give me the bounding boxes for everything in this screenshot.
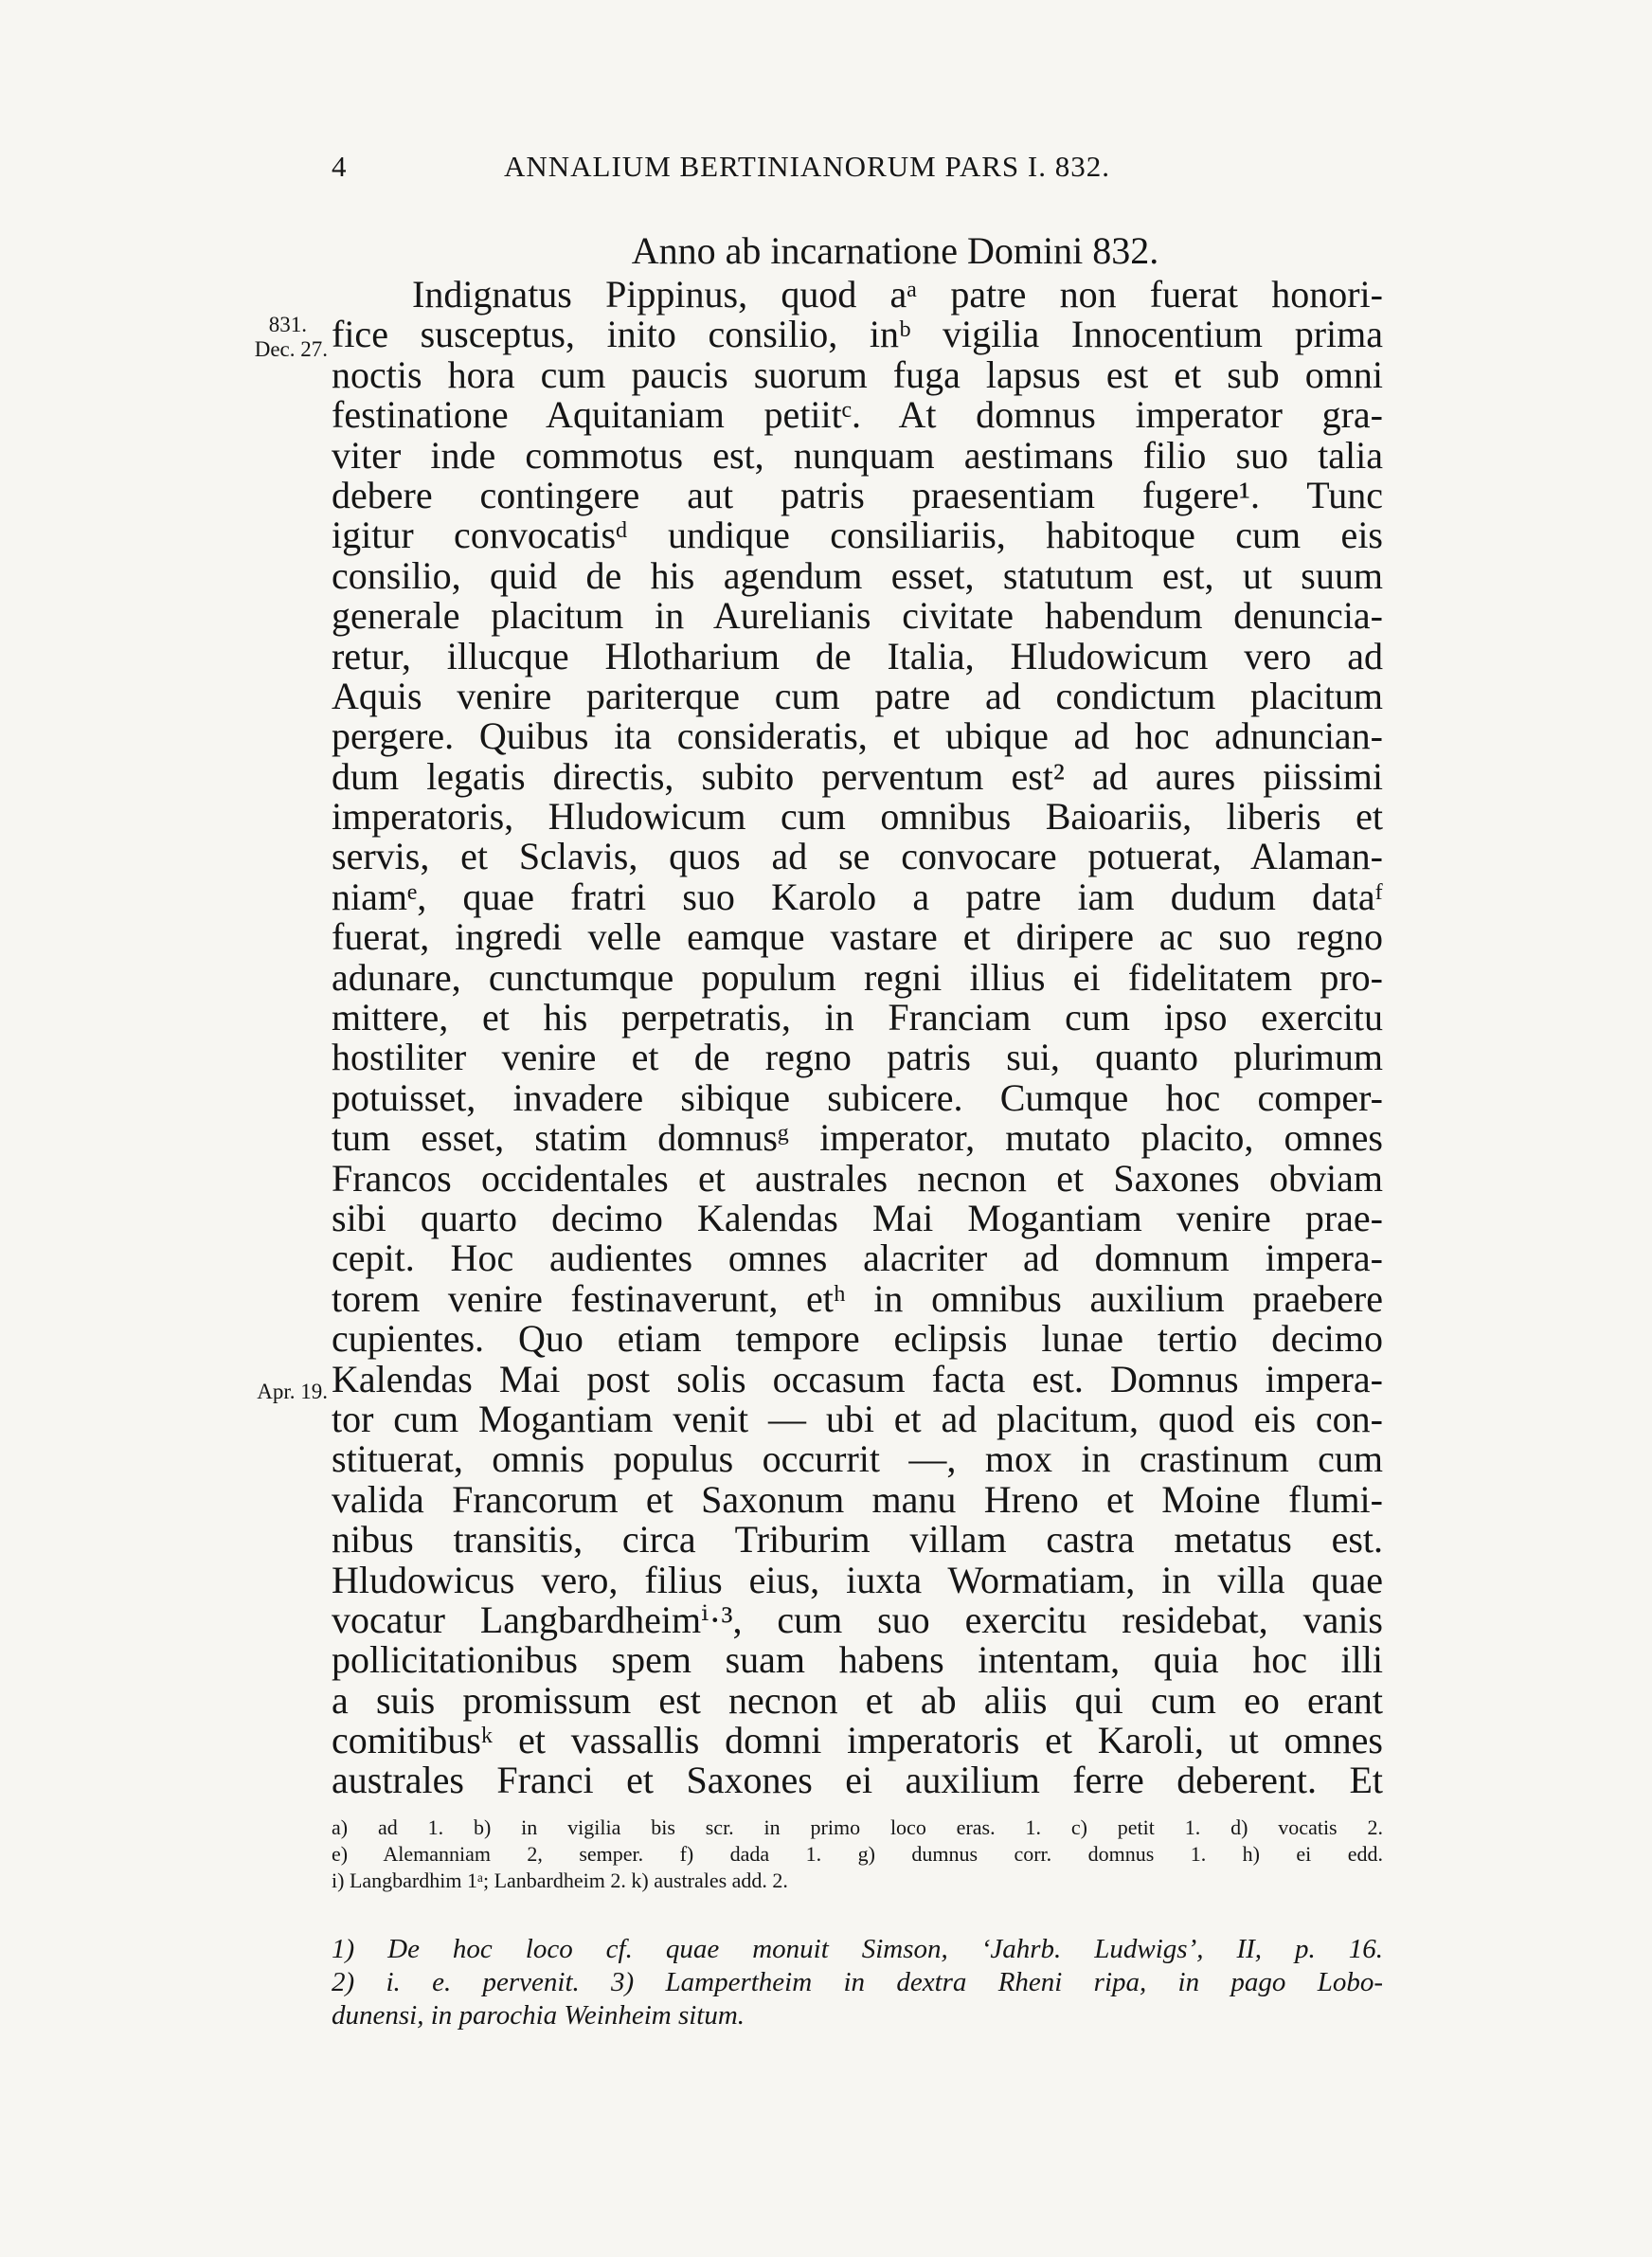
apparatus-line: a) ad 1. b) in vigilia bis scr. in primo loco eras. 1. c) petit 1. d) vocatis 2.	[332, 1815, 1383, 1839]
text-line: Aquis venire pariterque cum patre ad condictum placitum	[332, 674, 1383, 717]
text-line: servis, et Sclavis, quos ad se convocare potuerat, Alaman-	[332, 835, 1383, 878]
text-line: Indignatus Pippinus, quod aᵃ patre non fuerat honori-	[412, 273, 1383, 316]
text-line: retur, illucque Hlotharium de Italia, Hludowicum vero ad	[332, 634, 1383, 677]
text-line: Hludowicus vero, filius eius, iuxta Wormatiam, in villa quae	[332, 1558, 1383, 1601]
text-line: fuerat, ingredi velle eamque vastare et diripere ac suo regno	[332, 915, 1383, 959]
margin-date-year: 831.	[268, 313, 307, 336]
margin-date-day: Dec. 27.	[254, 337, 328, 361]
page-number: 4	[332, 150, 348, 183]
text-line: cupientes. Quo etiam tempore eclipsis lunae tertio decimo	[332, 1317, 1383, 1361]
text-line: generale placitum in Aurelianis civitate habendum denuncia-	[332, 594, 1383, 638]
text-line: potuisset, invadere sibique subicere. Cumque hoc comper-	[332, 1075, 1383, 1119]
text-line: comitibusᵏ et vassallis domni imperatoris et Karoli, ut omnes	[332, 1719, 1383, 1762]
text-line: tum esset, statim domnusᵍ imperator, mutato placito, omnes	[332, 1116, 1383, 1160]
text-line: cepit. Hoc audientes omnes alacriter ad domnum impera-	[332, 1237, 1383, 1280]
text-line: valida Francorum et Saxonum manu Hreno et Moine flumi-	[332, 1477, 1383, 1521]
text-line: adunare, cunctumque populum regni illius ei fidelitatem pro-	[332, 955, 1383, 999]
text-line: igitur convocatisᵈ undique consiliariis, habitoque cum eis	[332, 514, 1383, 557]
text-line: niamᵉ, quae fratri suo Karolo a patre iam dudum dataᶠ	[332, 875, 1383, 918]
critical-apparatus	[332, 1815, 1383, 1894]
text-line: consilio, quid de his agendum esset, statutum est, ut suum	[332, 553, 1383, 597]
text-line: torem venire festinaverunt, etʰ in omnibus auxilium praebere	[332, 1276, 1383, 1320]
text-line: vocatur Langbardheimⁱ·³, cum suo exercitu residebat, vanis	[332, 1598, 1383, 1641]
text-line: debere contingere aut patris praesentiam fugere¹. Tunc	[332, 473, 1383, 516]
text-line: Kalendas Mai post solis occasum facta est. Domnus impera-	[332, 1357, 1383, 1400]
text-line: stituerat, omnis populus occurrit —, mox in crastinum cum	[332, 1437, 1383, 1481]
text-line: festinatione Aquitaniam petiitᶜ. At domnus imperator gra-	[332, 393, 1383, 437]
text-line: australes Franci et Saxones ei auxilium ferre deberent. Et	[332, 1759, 1383, 1802]
text-line: nibus transitis, circa Triburim villam castra metatus est.	[332, 1518, 1383, 1562]
text-line: viter inde commotus est, nunquam aestimans filio suo talia	[332, 433, 1383, 477]
running-title: ANNALIUM BERTINIANORUM PARS I. 832.	[504, 150, 1110, 183]
text-line: imperatoris, Hludowicum cum omnibus Baioariis, liberis et	[332, 795, 1383, 839]
apparatus-line: i) Langbardhim 1ᵃ; Lanbardheim 2. k) australes add. 2.	[332, 1869, 788, 1892]
text-line: hostiliter venire et de regno patris sui, quanto plurimum	[332, 1036, 1383, 1079]
text-line: dum legatis directis, subito perventum est² ad aures piissimi	[332, 754, 1383, 798]
text-line: pergere. Quibus ita consideratis, et ubique ad hoc adnuncian-	[332, 714, 1383, 758]
running-head	[332, 150, 1279, 188]
text-line: tor cum Mogantiam venit — ubi et ad placitum, quod eis con-	[332, 1397, 1383, 1440]
footnote-line: dunensi, in parochia Weinheim situm.	[332, 2000, 745, 2031]
footnote-line: 2) i. e. pervenit. 3) Lampertheim in dextra Rheni ripa, in pago Lobo-	[332, 1967, 1383, 1997]
text-line: pollicitationibus spem suam habens intentam, quia hoc illi	[332, 1638, 1383, 1682]
apparatus-line: e) Alemanniam 2, semper. f) dada 1. g) dumnus corr. domnus 1. h) ei edd.	[332, 1842, 1383, 1866]
margin-date-apr19: Apr. 19.	[257, 1380, 328, 1403]
text-line: Francos occidentales et australes necnon et Saxones obviam	[332, 1156, 1383, 1200]
footnote-line: 1) De hoc loco cf. quae monuit Simson, ‘Jahrb. Ludwigs’, II, p. 16.	[332, 1934, 1383, 1964]
margin-date-dec27	[246, 313, 328, 362]
footnotes	[332, 1933, 1383, 2032]
text-line: sibi quarto decimo Kalendas Mai Mogantiam venire prae-	[332, 1196, 1383, 1239]
text-line: fice susceptus, inito consilio, inᵇ vigilia Innocentium prima	[332, 313, 1383, 356]
year-heading: Anno ab incarnatione Domini 832.	[631, 229, 1159, 272]
text-line: mittere, et his perpetratis, in Franciam cum ipso exercitu	[332, 996, 1383, 1039]
text-line: a suis promissum est necnon et ab aliis qui cum eo erant	[332, 1678, 1383, 1722]
text-line: noctis hora cum paucis suorum fuga lapsus est et sub omni	[332, 352, 1383, 396]
main-text	[332, 275, 1383, 1801]
